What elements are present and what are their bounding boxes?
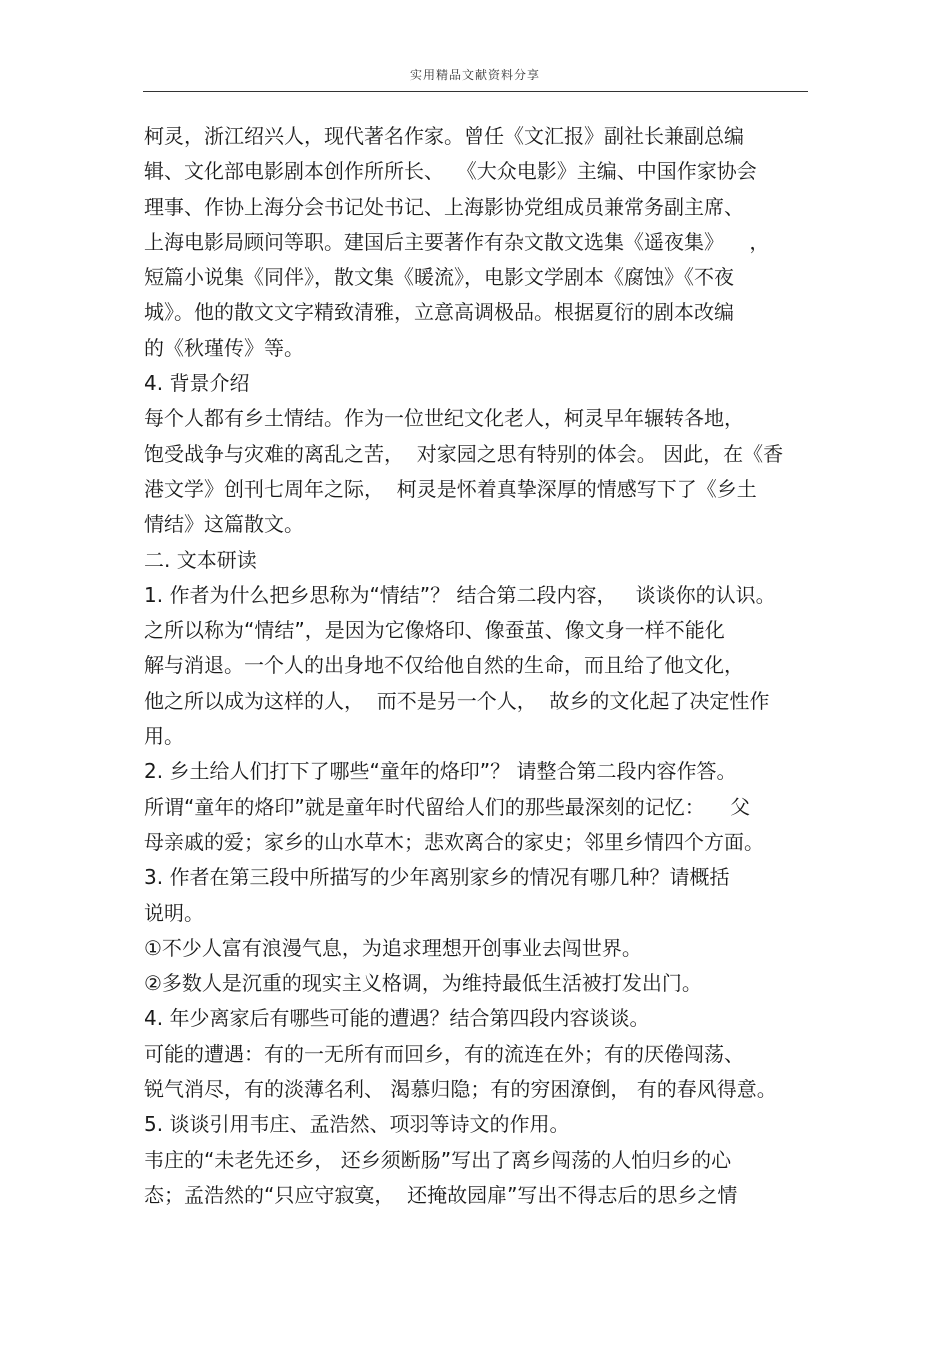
header-divider bbox=[143, 91, 808, 92]
question-line: 1. 作者为什么把乡思称为“情结”？ 结合第二段内容， 谈谈你的认识。 bbox=[144, 582, 776, 607]
text-line: 态；孟浩然的“只应守寂寞， 还掩故园扉”写出不得志后的思乡之情 bbox=[144, 1182, 738, 1207]
text-line: 解与消退。一个人的出身地不仅给他自然的生命，而且给了他文化， bbox=[144, 653, 744, 678]
text-line: 他之所以成为这样的人， 而不是另一个人， 故乡的文化起了决定性作 bbox=[144, 688, 770, 713]
question-line: 2. 乡土给人们打下了哪些“童年的烙印”？ 请整合第二段内容作答。 bbox=[144, 759, 737, 784]
text-line: 每个人都有乡土情结。作为一位世纪文化老人，柯灵早年辗转各地， bbox=[144, 406, 744, 431]
document-body bbox=[144, 119, 824, 1213]
text-line: ①不少人富有浪漫气息，为追求理想开创事业去闯世界。 bbox=[144, 935, 642, 960]
text-line: 所谓“童年的烙印”就是童年时代留给人们的那些最深刻的记忆： 父 bbox=[144, 794, 751, 819]
text-line: 的《秋瑾传》等。 bbox=[144, 335, 304, 360]
text-line: 可能的遭遇：有的一无所有而回乡，有的流连在外；有的厌倦闯荡、 bbox=[144, 1041, 744, 1066]
text-line: 说明。 bbox=[144, 900, 204, 925]
section-heading: 4. 背景介绍 bbox=[144, 371, 250, 396]
question-line: 4. 年少离家后有哪些可能的遭遇？结合第四段内容谈谈。 bbox=[144, 1006, 650, 1031]
text-line: 情结》这篇散文。 bbox=[144, 512, 304, 537]
text-line: 城》。他的散文文字精致清雅，立意高调极品。根据夏衍的剧本改编 bbox=[144, 300, 734, 325]
question-line: 5. 谈谈引用韦庄、孟浩然、项羽等诗文的作用。 bbox=[144, 1112, 570, 1137]
text-line: 锐气消尽，有的淡薄名利、 渴慕归隐；有的穷困潦倒， 有的春风得意。 bbox=[144, 1077, 777, 1102]
page-header-title: 实用精品文献资料分享 bbox=[409, 68, 540, 82]
text-line: 之所以称为“情结”，是因为它像烙印、像蚕茧、像文身一样不能化 bbox=[144, 618, 725, 643]
text-line: 饱受战争与灾难的离乱之苦， 对家园之思有特别的体会。 因此，在《香 bbox=[144, 441, 784, 466]
text-line: 柯灵，浙江绍兴人，现代著名作家。曾任《文汇报》副社长兼副总编 bbox=[144, 124, 744, 148]
text-line: 母亲戚的爱；家乡的山水草木；悲欢离合的家史；邻里乡情四个方面。 bbox=[144, 829, 764, 854]
text-line: 上海电影局顾问等职。建国后主要著作有杂文散文选集《遥夜集》 ， bbox=[144, 229, 770, 254]
text-line: 用。 bbox=[144, 724, 184, 749]
text-line: 港文学》创刊七周年之际， 柯灵是怀着真挚深厚的情感写下了《乡土 bbox=[144, 476, 757, 501]
question-line: 3. 作者在第三段中所描写的少年离别家乡的情况有哪几种？请概括 bbox=[144, 865, 730, 890]
text-line: 辑、文化部电影剧本创作所所长、 《大众电影》主编、中国作家协会 bbox=[144, 159, 757, 184]
text-line: 韦庄的“未老先还乡， 还乡须断肠”写出了离乡闯荡的人怕归乡的心 bbox=[144, 1147, 732, 1172]
section-heading: 二. 文本研读 bbox=[144, 547, 257, 572]
text-line: 短篇小说集《同伴》，散文集《暖流》，电影文学剧本《腐蚀》《不夜 bbox=[144, 265, 734, 290]
text-line: 理事、作协上海分会书记处书记、上海影协党组成员兼常务副主席、 bbox=[144, 194, 744, 219]
text-line: ②多数人是沉重的现实主义格调，为维持最低生活被打发出门。 bbox=[144, 971, 702, 996]
